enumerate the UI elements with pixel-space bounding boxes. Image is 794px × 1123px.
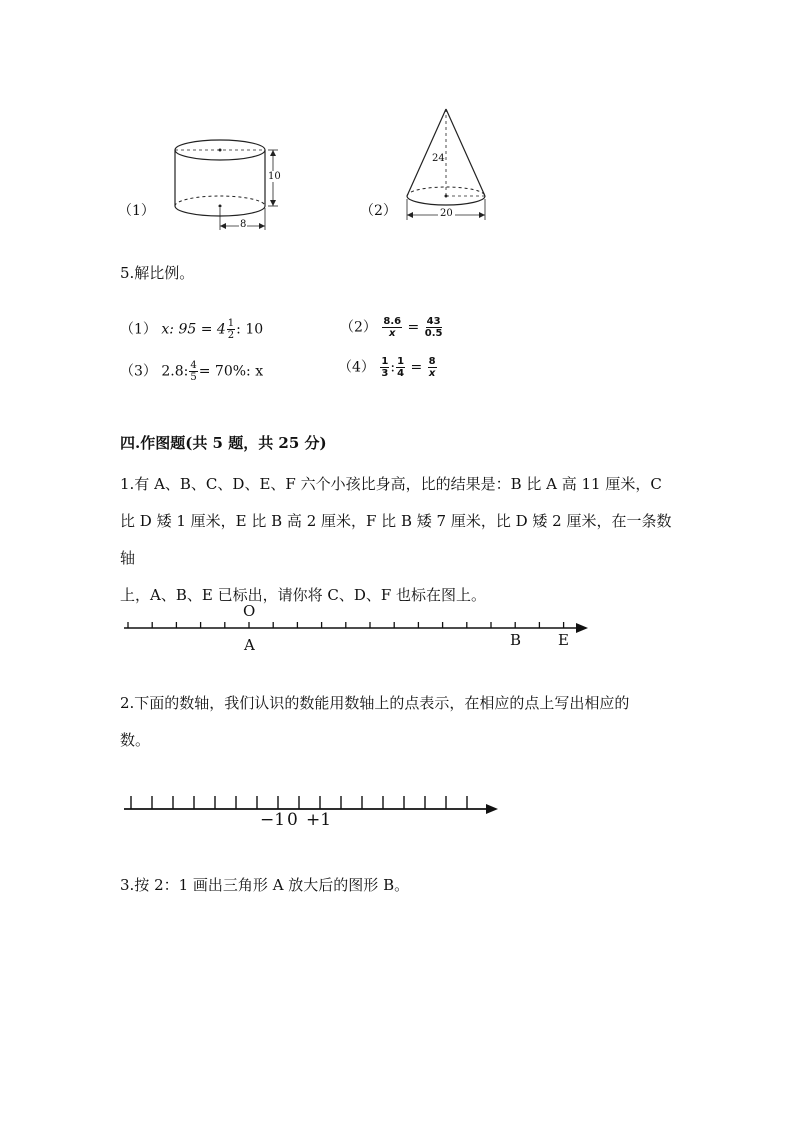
eq3-fraction: $\frac{4}{5}$ [190,360,197,383]
eq2-fraction-right: $\frac{43}{0.5}$ [424,316,443,339]
cone-height-label: 24 [432,153,445,164]
axis2-label-minus-one: −1 [260,810,286,830]
axis1-label-b: B [510,631,522,649]
q1-number-line [120,600,600,656]
section5-title: 5.解比例。 [120,264,195,282]
eq1-number: （1） [120,321,157,338]
axis1-label-a: A [244,636,255,654]
q2-number-line [120,790,510,835]
eq3-lhs: 2.8: [161,363,189,380]
q2-line-2: 数。 [120,731,151,749]
q2-text [120,685,680,759]
cylinder-drawing [118,128,318,238]
q1-text [120,466,680,614]
eq2-number: （2） [340,319,377,336]
eq2-equals: = [407,319,420,336]
proportion-eq-3 [120,360,263,383]
section4-heading: 四.作图题(共 5 题，共 25 分) [120,434,327,452]
q3-text: 3.按 2：1 画出三角形 A 放大后的图形 B。 [120,876,410,894]
cone-drawing [360,104,500,229]
cylinder-height-label: 10 [268,171,281,182]
axis2-label-zero: 0 [287,810,298,830]
cylinder-radius-label: 8 [240,219,247,230]
eq4-colon: : [390,359,396,376]
axis1-label-e: E [558,631,569,649]
axis1-origin-label: O [243,602,256,620]
proportion-eq-2 [340,316,443,339]
cone-figure [360,104,500,229]
eq4-fraction-3: $\frac{8}{x}$ [428,356,436,379]
q1-line-2: 比 D 矮 1 厘米，E 比 B 高 2 厘米，F 比 B 矮 7 厘米，比 D 矮 2 厘米，在一条数轴 [120,512,672,567]
eq3-number: （3） [120,363,157,380]
eq1-lhs: x: 95 = 4 [161,321,226,338]
cylinder-figure [118,128,318,238]
eq1-fraction: $\frac{1}{2}$ [227,318,235,341]
proportion-eq-1 [120,318,263,341]
cone-label: （2） [360,203,397,219]
eq4-equals: = [410,359,423,376]
eq2-fraction-left: $\frac{8.6}{x}$ [383,316,402,339]
eq4-fraction-1: $\frac{1}{3}$ [381,356,389,379]
axis2-label-plus-one: +1 [306,810,332,830]
eq4-number: （4） [338,359,375,376]
cone-diameter-label: 20 [440,208,453,219]
q1-axis-drawing [120,600,600,656]
q2-line-1: 2.下面的数轴，我们认识的数能用数轴上的点表示，在相应的点上写出相应的 [120,694,630,712]
q1-line-1: 1.有 A、B、C、D、E、F 六个小孩比身高，比的结果是：B 比 A 高 11 厘米，C [120,475,662,493]
proportion-eq-4 [338,356,438,379]
q1-line-3: 上，A、B、E 已标出，请你将 C、D、F 也标在图上。 [120,586,487,604]
eq3-rhs: = 70%: x [198,363,264,380]
eq4-fraction-2: $\frac{1}{4}$ [397,356,405,379]
eq1-rhs: : 10 [236,321,264,338]
cylinder-label: （1） [118,203,155,219]
